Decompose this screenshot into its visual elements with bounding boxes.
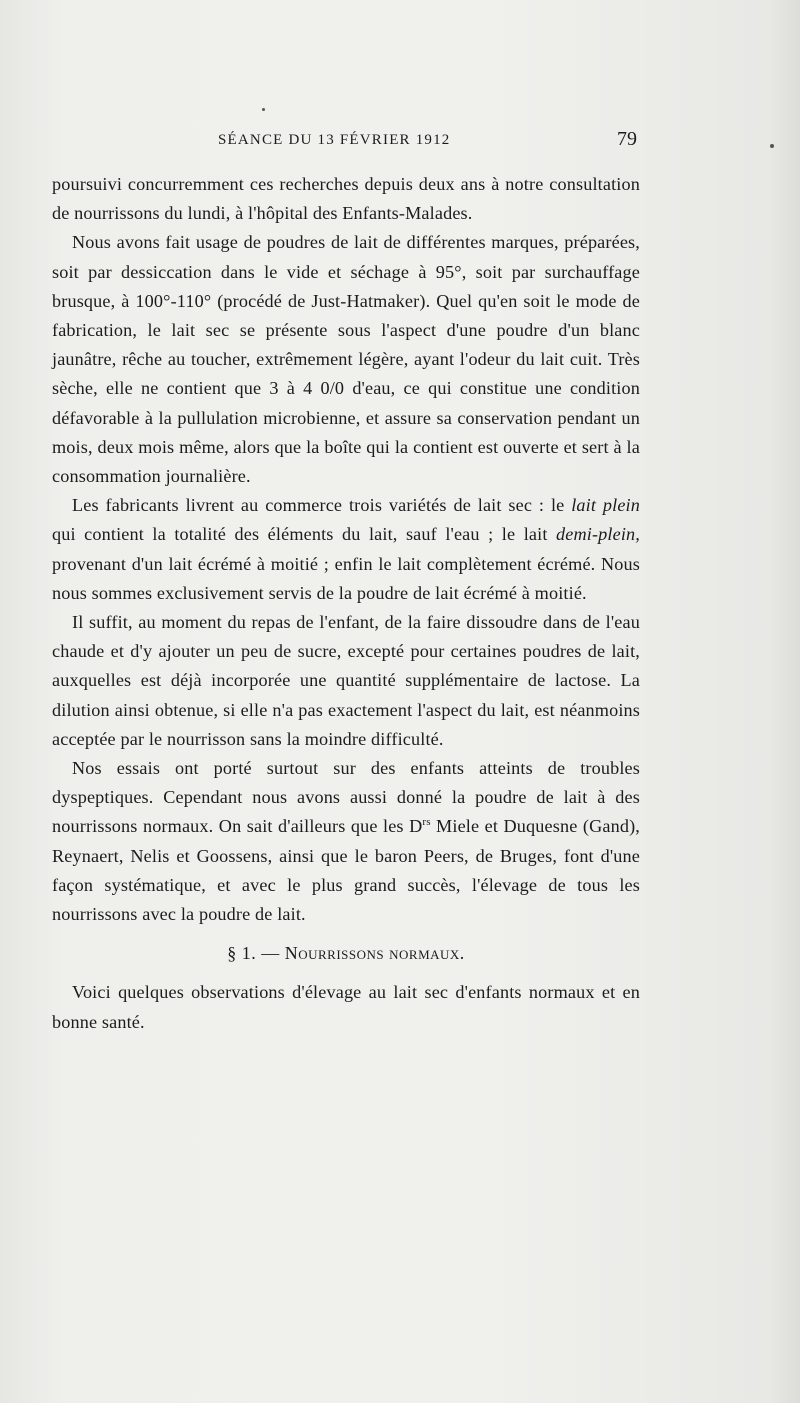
text-run: qui contient la totalité des éléments du lait, sauf l'eau ; le lait — [52, 524, 557, 545]
page-header — [52, 128, 652, 156]
text-run: Les fabricants livrent au commerce trois variétés de lait sec : le — [72, 495, 572, 516]
section-prefix: § 1. — — [227, 943, 285, 964]
paragraph-2: Nous avons fait usage de poudres de lait de différentes marques, préparées, soit par dessiccation dans le vide et séchage à 95°, soit par surchauffage brusque, à 100°-110° (procédé de Just-Hatmaker). Quel qu'en soit le mode de fabrication, le lait sec se présente sous l'aspect d'une poudre d'un blanc jaunâtre, rêche au toucher, extrêmement légère, ayant l'odeur du lait cuit. Très sèche, elle ne contient que 3 à 4 0/0 d'eau, ce qui constitue une condition défavorable à la pullulation microbienne, et assure sa conservation pendant un mois, deux mois même, alors que la boîte qui la contient est ouverte et sert à la consommation journalière. — [52, 232, 640, 487]
dust-speck — [770, 144, 774, 148]
paragraph-1: poursuivi concurremment ces recherches depuis deux ans à notre consultation de nourrissons du lundi, à l'hôpital des Enfants-Malades. — [52, 174, 640, 224]
paragraph-3 — [52, 491, 640, 608]
superscript-rs: rs — [422, 816, 431, 829]
text-run: Miele et Duquesne (Gand), Reynaert, Nelis et Goossens, ainsi que le baron Peers, de Bruges, font d'une façon systématique, et avec le plus grand succès, l'élevage de tous les nourrissons avec la poudre de lait. — [52, 816, 640, 925]
paragraph-6: Voici quelques observations d'élevage au lait sec d'enfants normaux et en bonne santé. — [52, 982, 640, 1032]
text-run: Nos essais ont porté surtout sur des enfants atteints de troubles dyspeptiques. Cependant nous avons aussi donné la poudre de lait à des nourrissons normaux. On sait d'ailleurs que les D — [52, 758, 640, 837]
running-head: SÉANCE DU 13 FÉVRIER 1912 — [218, 132, 451, 148]
page-number: 79 — [617, 128, 637, 150]
italic-term-lait-plein: lait plein — [571, 495, 640, 516]
section-title: Nourrissons normaux. — [284, 943, 465, 964]
dust-speck — [262, 108, 265, 111]
paragraph-5 — [52, 754, 640, 929]
italic-term-demi-plein: demi-plein, — [556, 524, 640, 545]
paragraph-4: Il suffit, au moment du repas de l'enfant, de la faire dissoudre dans de l'eau chaude et d'y ajouter un peu de sucre, excepté pour certaines poudres de lait, auxquelles est déjà incorporée une quantité supplémentaire de lactose. La dilution ainsi obtenue, si elle n'a pas exactement l'aspect du lait, est néanmoins acceptée par le nourrisson sans la moindre difficulté. — [52, 612, 640, 749]
text-run: provenant d'un lait écrémé à moitié ; enfin le lait complètement écrémé. Nous nous sommes exclusivement servis de la poudre de lait écrémé à moitié. — [52, 553, 640, 603]
section-heading — [52, 939, 640, 968]
body-text — [52, 170, 640, 1037]
